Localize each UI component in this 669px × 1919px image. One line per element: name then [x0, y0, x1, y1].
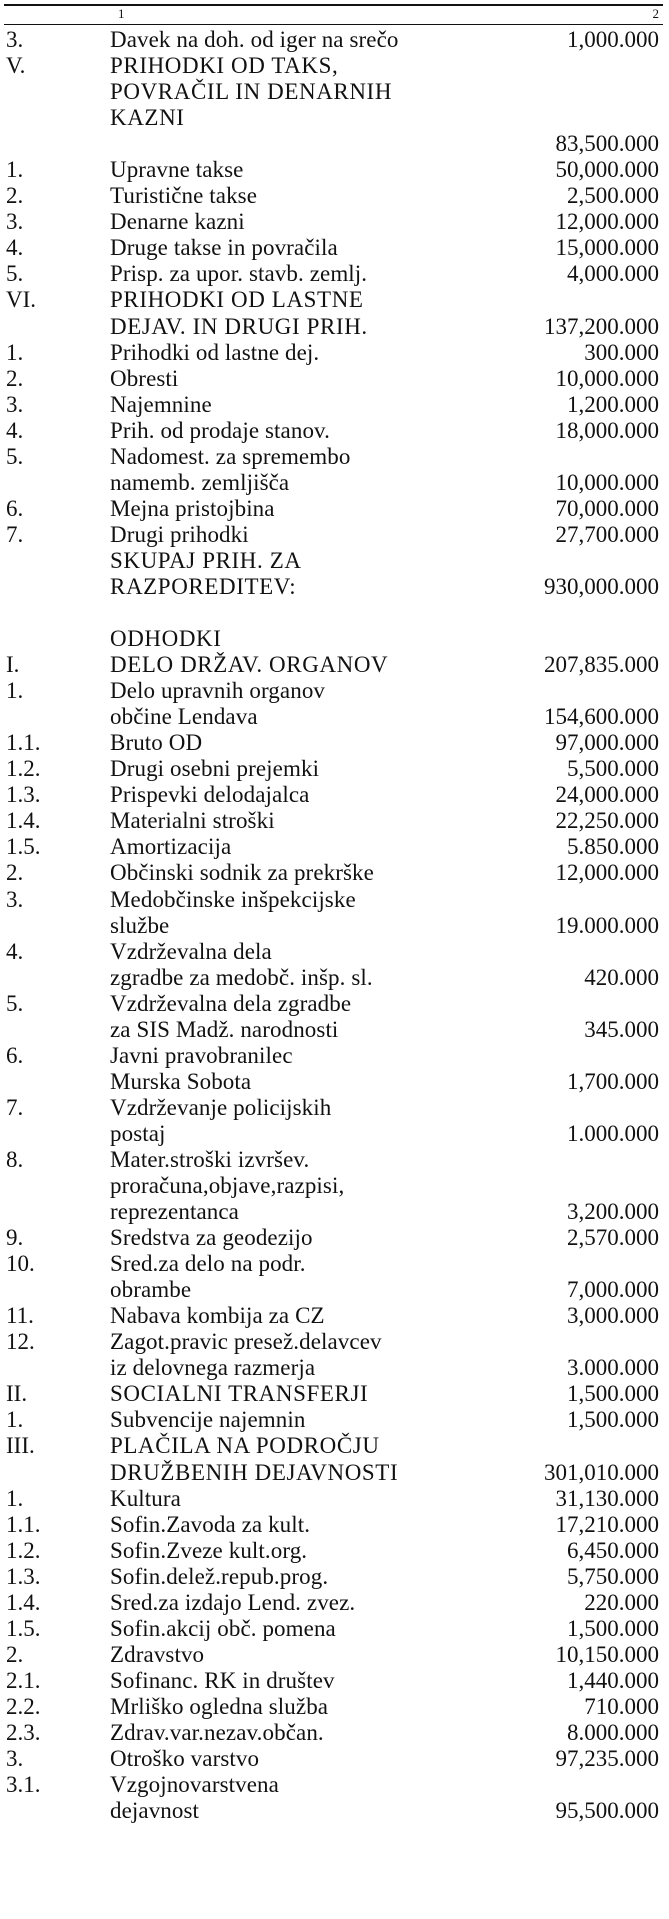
table-row [0, 1043, 669, 1069]
table-row [0, 157, 669, 183]
table-row [0, 1486, 669, 1512]
row-amount: 12,000.000 [555, 860, 659, 886]
row-label: Davek na doh. od iger na srečo [110, 27, 399, 52]
table-row [0, 53, 669, 79]
table-row [0, 808, 669, 834]
row-label: za SIS Madž. narodnosti [110, 1016, 339, 1042]
budget-table [0, 27, 669, 1824]
row-amount: 3.000.000 [567, 1355, 659, 1381]
row-number: 10. [6, 1251, 35, 1277]
row-label: Drugi osebni prejemki [110, 756, 320, 782]
row-number: 2. [6, 1641, 24, 1667]
row-amount: 1,500.000 [567, 1407, 659, 1433]
row-number: 2.3. [6, 1720, 41, 1745]
table-row [0, 1121, 669, 1147]
table-row [0, 1225, 669, 1251]
row-amount: 137,200.000 [544, 313, 659, 339]
row-label: ODHODKI [110, 626, 222, 652]
table-row [0, 314, 669, 340]
row-label: Občinski sodnik za prekrške [110, 860, 374, 886]
row-amount: 97,235.000 [555, 1746, 659, 1772]
row-number: 5. [6, 990, 24, 1016]
table-row [0, 1746, 669, 1772]
table-row [0, 79, 669, 105]
row-number: 7. [6, 1094, 24, 1120]
row-label: PRIHODKI OD TAKS, [110, 53, 339, 79]
row-amount: 220.000 [584, 1589, 659, 1615]
row-amount: 300.000 [584, 339, 659, 365]
row-amount: 18,000.000 [555, 417, 659, 443]
row-amount: 10,000.000 [555, 469, 659, 495]
table-row [0, 1642, 669, 1668]
row-label: Sofin.akcij obč. pomena [110, 1615, 336, 1641]
row-label: Kultura [110, 1485, 181, 1511]
row-label: Sred.za delo na podr. [110, 1251, 306, 1277]
table-row [0, 1590, 669, 1616]
table-row [0, 1303, 669, 1329]
row-number: 2. [6, 860, 24, 886]
row-label: Najemnine [110, 391, 212, 417]
row-amount: 1,200.000 [567, 391, 659, 417]
row-label: Nabava kombija za CZ [110, 1303, 325, 1329]
row-amount: 10,150.000 [555, 1641, 659, 1667]
row-label: RAZPOREDITEV: [110, 573, 297, 599]
row-label: Vzdrževalna dela zgradbe [110, 990, 352, 1016]
row-number: II. [6, 1381, 28, 1407]
row-number: 11. [6, 1303, 34, 1329]
table-row [0, 652, 669, 678]
row-number: 1.2. [6, 1537, 41, 1563]
table-row [0, 939, 669, 965]
table-row [0, 1694, 669, 1720]
row-number: 9. [6, 1225, 24, 1251]
row-amount: 2,500.000 [567, 183, 659, 209]
row-number: 7. [6, 521, 24, 547]
row-number: 3.1. [6, 1772, 41, 1798]
row-label: DRUŽBENIH DEJAVNOSTI [110, 1459, 399, 1485]
row-label: Zagot.pravic presež.delavcev [110, 1329, 382, 1355]
row-amount: 12,000.000 [555, 209, 659, 235]
row-amount: 3,000.000 [567, 1303, 659, 1329]
row-number: 1. [6, 157, 24, 183]
row-amount: 22,250.000 [555, 808, 659, 834]
row-amount: 1,440.000 [567, 1667, 659, 1693]
row-amount: 17,210.000 [555, 1511, 659, 1537]
table-row [0, 1277, 669, 1303]
row-amount: 1,700.000 [567, 1068, 659, 1094]
table-row [0, 965, 669, 991]
row-label: Prihodki od lastne dej. [110, 339, 320, 365]
row-amount: 3,200.000 [567, 1199, 659, 1225]
row-amount: 24,000.000 [555, 782, 659, 808]
table-row [0, 1538, 669, 1564]
row-number: 5. [6, 261, 24, 287]
row-amount: 420.000 [584, 964, 659, 990]
table-row [0, 834, 669, 860]
row-number: 6. [6, 495, 24, 521]
row-label: Sredstva za geodezijo [110, 1225, 313, 1251]
table-row [0, 1798, 669, 1824]
row-amount: 70,000.000 [555, 495, 659, 521]
row-number: 1. [6, 678, 24, 704]
table-row [0, 1173, 669, 1199]
row-label: obrambe [110, 1277, 192, 1303]
row-label: službe [110, 912, 170, 938]
row-number: 12. [6, 1329, 35, 1355]
row-amount: 930,000.000 [544, 573, 659, 599]
row-amount: 1,000.000 [567, 27, 659, 52]
row-number: 2. [6, 365, 24, 391]
row-label: Drugi prihodki [110, 521, 249, 547]
table-row [0, 574, 669, 600]
row-label: Bruto OD [110, 730, 203, 756]
table-row [0, 860, 669, 886]
row-amount: 97,000.000 [555, 730, 659, 756]
row-label: KAZNI [110, 105, 185, 131]
row-number: 1.1. [6, 1511, 41, 1537]
table-row [0, 1512, 669, 1538]
table-row [0, 340, 669, 366]
row-label: Vzdrževalna dela [110, 938, 272, 964]
row-amount: 83,500.000 [555, 131, 659, 157]
row-label: SOCIALNI TRANSFERJI [110, 1381, 369, 1407]
row-number: 1.4. [6, 808, 41, 834]
row-label: Sofinanc. RK in društev [110, 1667, 335, 1693]
column-1-number: 1 [118, 6, 125, 21]
row-number: 5. [6, 443, 24, 469]
table-row [0, 418, 669, 444]
table-row [0, 1355, 669, 1381]
row-number: VI. [6, 287, 37, 313]
row-label: Obresti [110, 365, 179, 391]
row-label: Prispevki delodajalca [110, 782, 310, 808]
row-amount: 301,010.000 [544, 1459, 659, 1485]
row-amount: 4,000.000 [567, 261, 659, 287]
row-number: 3. [6, 391, 24, 417]
row-label: Javni pravobranilec [110, 1042, 293, 1068]
row-label: Subvencije najemnin [110, 1407, 306, 1433]
row-number: 1.1. [6, 730, 41, 756]
row-label: Mejna pristojbina [110, 495, 275, 521]
row-amount: 7,000.000 [567, 1277, 659, 1303]
row-label: DEJAV. IN DRUGI PRIH. [110, 313, 368, 339]
row-amount: 345.000 [584, 1016, 659, 1042]
row-label: Zdrav.var.nezav.občan. [110, 1720, 324, 1745]
table-row [0, 522, 669, 548]
table-row [0, 1199, 669, 1225]
row-amount: 207,835.000 [544, 652, 659, 678]
row-label: Vzdrževanje policijskih [110, 1094, 332, 1120]
row-amount: 15,000.000 [555, 235, 659, 261]
table-row [0, 444, 669, 470]
row-label: namemb. zemljišča [110, 469, 290, 495]
row-amount: 31,130.000 [555, 1485, 659, 1511]
row-number: 1.5. [6, 1615, 41, 1641]
table-row [0, 1460, 669, 1486]
table-row [0, 392, 669, 418]
row-label: Vzgojnovarstvena [110, 1772, 279, 1798]
row-label: Delo upravnih organov [110, 678, 326, 704]
table-row [0, 626, 669, 652]
row-amount: 5,750.000 [567, 1563, 659, 1589]
row-number: 1.3. [6, 1563, 41, 1589]
row-label: Otroško varstvo [110, 1746, 260, 1772]
row-number: I. [6, 652, 20, 678]
table-row [0, 1564, 669, 1590]
table-row [0, 287, 669, 313]
table-row [0, 366, 669, 392]
row-number: 8. [6, 1146, 24, 1172]
row-number: 3. [6, 1746, 24, 1772]
row-label: občine Lendava [110, 704, 258, 730]
row-number: 1.4. [6, 1589, 41, 1615]
row-number: 1. [6, 1407, 24, 1433]
row-number: 6. [6, 1042, 24, 1068]
table-row [0, 183, 669, 209]
row-label: Sofin.Zavoda za kult. [110, 1511, 311, 1537]
row-amount: 710.000 [584, 1693, 659, 1719]
table-row [0, 105, 669, 131]
row-label: reprezentanca [110, 1199, 239, 1225]
row-number: 1.5. [6, 834, 41, 860]
table-row [0, 756, 669, 782]
table-row [0, 887, 669, 913]
table-row [0, 1381, 669, 1407]
table-row [0, 730, 669, 756]
row-label: Upravne takse [110, 157, 244, 183]
row-amount: 6,450.000 [567, 1537, 659, 1563]
row-number: 1.2. [6, 756, 41, 782]
row-amount: 50,000.000 [555, 157, 659, 183]
row-amount: 5,500.000 [567, 756, 659, 782]
row-number: 4. [6, 938, 24, 964]
table-row [0, 548, 669, 574]
table-row [0, 1251, 669, 1277]
table-row [0, 1772, 669, 1798]
row-number: 2.1. [6, 1667, 41, 1693]
row-label: Denarne kazni [110, 209, 245, 235]
row-label: Amortizacija [110, 834, 232, 860]
table-row [0, 1720, 669, 1746]
row-label: Nadomest. za spremembo [110, 443, 351, 469]
row-number: 4. [6, 417, 24, 443]
row-amount: 1,500.000 [567, 1615, 659, 1641]
row-label: postaj [110, 1120, 166, 1146]
table-row [0, 470, 669, 496]
table-row [0, 991, 669, 1017]
row-number: 3. [6, 209, 24, 235]
row-amount: 95,500.000 [555, 1798, 659, 1824]
table-row [0, 1668, 669, 1694]
row-amount: 2,570.000 [567, 1225, 659, 1251]
row-amount: 10,000.000 [555, 365, 659, 391]
row-label: proračuna,objave,razpisi, [110, 1173, 345, 1199]
row-number: 1. [6, 1485, 24, 1511]
row-number: V. [6, 53, 26, 79]
table-row [0, 1069, 669, 1095]
row-label: PRIHODKI OD LASTNE [110, 287, 364, 313]
row-label: Zdravstvo [110, 1641, 205, 1667]
table-row [0, 913, 669, 939]
table-row [0, 1433, 669, 1459]
header-top-rule [4, 4, 663, 6]
table-row [0, 235, 669, 261]
row-label: Sred.za izdajo Lend. zvez. [110, 1589, 356, 1615]
row-label: Druge takse in povračila [110, 235, 338, 261]
row-label: Mrliško ogledna služba [110, 1693, 329, 1719]
table-row [0, 131, 669, 157]
table-row [0, 1095, 669, 1121]
row-number: 2.2. [6, 1693, 41, 1719]
table-row [0, 209, 669, 235]
row-label: Sofin.Zveze kult.org. [110, 1537, 308, 1563]
row-label: Prih. od prodaje stanov. [110, 417, 331, 443]
row-label: zgradbe za medobč. inšp. sl. [110, 964, 373, 990]
row-label: Materialni stroški [110, 808, 275, 834]
row-label: SKUPAJ PRIH. ZA [110, 547, 302, 573]
table-row [0, 496, 669, 522]
column-2-number: 2 [652, 6, 659, 21]
table-row [0, 1329, 669, 1355]
row-amount: 8.000.000 [567, 1720, 659, 1745]
table-row [0, 600, 669, 626]
row-label: Sofin.delež.repub.prog. [110, 1563, 329, 1589]
row-number: 3. [6, 886, 24, 912]
row-label: Prisp. za upor. stavb. zemlj. [110, 261, 368, 287]
row-amount: 5.850.000 [567, 834, 659, 860]
row-number: 2. [6, 183, 24, 209]
table-row [0, 782, 669, 808]
table-row [0, 678, 669, 704]
table-row [0, 704, 669, 730]
row-label: Turistične takse [110, 183, 258, 209]
row-label: PLAČILA NA PODROČJU [110, 1433, 380, 1459]
table-row [0, 27, 669, 53]
row-amount: 27,700.000 [555, 521, 659, 547]
table-row [0, 1017, 669, 1043]
table-row [0, 1147, 669, 1173]
row-label: dejavnost [110, 1798, 200, 1824]
row-label: Mater.stroški izvršev. [110, 1146, 310, 1172]
row-label: Murska Sobota [110, 1068, 252, 1094]
row-number: 1. [6, 339, 24, 365]
row-amount: 19.000.000 [555, 912, 659, 938]
row-number: 1.3. [6, 782, 41, 808]
row-amount: 154,600.000 [544, 704, 659, 730]
row-number: III. [6, 1433, 35, 1459]
table-row [0, 261, 669, 287]
row-amount: 1,500.000 [567, 1381, 659, 1407]
row-label: DELO DRŽAV. ORGANOV [110, 652, 389, 678]
row-number: 3. [6, 27, 24, 52]
row-label: POVRAČIL IN DENARNIH [110, 79, 393, 105]
header-bottom-rule [4, 24, 663, 25]
row-label: iz delovnega razmerja [110, 1355, 316, 1381]
row-number: 4. [6, 235, 24, 261]
table-row [0, 1407, 669, 1433]
row-label: Medobčinske inšpekcijske [110, 886, 356, 912]
table-row [0, 1616, 669, 1642]
row-amount: 1.000.000 [567, 1120, 659, 1146]
